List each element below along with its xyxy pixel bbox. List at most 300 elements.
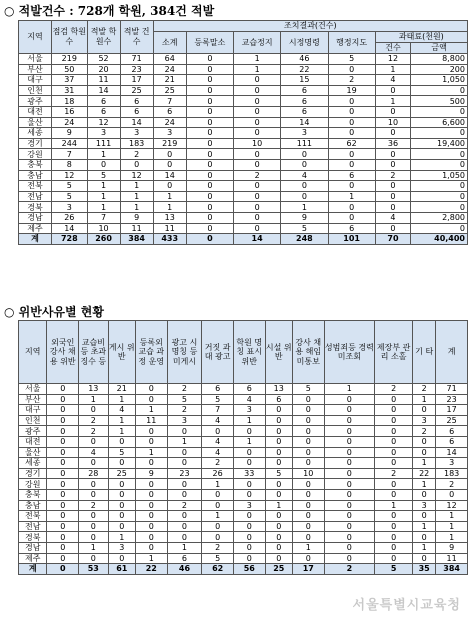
value-cell: 0 <box>411 181 468 192</box>
value-cell: 9 <box>135 468 167 479</box>
value-cell: 1 <box>153 202 186 213</box>
table-row <box>19 138 468 149</box>
value-cell: 0 <box>120 159 153 170</box>
value-cell: 0 <box>234 85 281 96</box>
value-cell: 0 <box>324 394 375 405</box>
value-cell: 1 <box>436 532 468 543</box>
value-cell: 0 <box>79 511 109 522</box>
value-cell: 1 <box>108 532 135 543</box>
value-cell: 1 <box>135 447 167 458</box>
value-cell: 0 <box>328 64 375 75</box>
value-cell: 23 <box>436 394 468 405</box>
value-cell: 2 <box>234 170 281 181</box>
value-cell: 0 <box>375 223 410 234</box>
value-cell: 9 <box>52 128 87 139</box>
total-cell: 25 <box>265 564 292 575</box>
value-cell: 0 <box>47 447 79 458</box>
value-cell: 0 <box>375 458 413 469</box>
value-cell: 0 <box>202 489 234 500</box>
value-cell: 4 <box>281 170 328 181</box>
value-cell: 5 <box>108 447 135 458</box>
value-cell: 24 <box>153 117 186 128</box>
value-cell: 0 <box>47 500 79 511</box>
value-cell: 0 <box>265 458 292 469</box>
value-cell: 0 <box>328 212 375 223</box>
value-cell: 14 <box>153 170 186 181</box>
value-cell: 0 <box>186 96 233 107</box>
table-row <box>19 553 468 564</box>
value-cell: 1,050 <box>411 170 468 181</box>
value-cell: 0 <box>108 458 135 469</box>
table-row <box>19 500 468 511</box>
value-cell: 6 <box>281 85 328 96</box>
value-cell: 2 <box>79 426 109 437</box>
value-cell: 0 <box>324 542 375 553</box>
value-cell: 1 <box>167 542 202 553</box>
total-label: 계 <box>19 234 52 245</box>
total-cell: 728 <box>52 234 87 245</box>
value-cell: 10 <box>234 138 281 149</box>
table-row <box>19 426 468 437</box>
value-cell: 23 <box>120 64 153 75</box>
region-cell: 부산 <box>19 394 47 405</box>
value-cell: 12 <box>52 170 87 181</box>
value-cell: 0 <box>233 532 265 543</box>
value-cell: 3 <box>413 500 436 511</box>
value-cell: 0 <box>47 415 79 426</box>
value-cell: 6 <box>233 384 265 395</box>
value-cell: 31 <box>52 85 87 96</box>
value-cell: 0 <box>292 500 324 511</box>
value-cell: 18 <box>52 96 87 107</box>
value-cell: 13 <box>265 384 292 395</box>
value-cell: 0 <box>292 426 324 437</box>
table-row <box>19 384 468 395</box>
table-row <box>19 458 468 469</box>
value-cell: 0 <box>234 96 281 107</box>
value-cell: 1 <box>202 479 234 490</box>
value-cell: 10 <box>87 223 120 234</box>
table-row <box>19 436 468 447</box>
value-cell: 0 <box>281 191 328 202</box>
value-cell: 2 <box>202 542 234 553</box>
value-cell: 1 <box>436 511 468 522</box>
total-cell: 46 <box>167 564 202 575</box>
value-cell: 4 <box>202 415 234 426</box>
value-cell: 0 <box>234 181 281 192</box>
value-cell: 0 <box>324 521 375 532</box>
value-cell: 36 <box>375 138 410 149</box>
value-cell: 0 <box>135 511 167 522</box>
total-cell: 248 <box>281 234 328 245</box>
value-cell: 14 <box>120 117 153 128</box>
value-cell: 25 <box>120 85 153 96</box>
value-cell: 0 <box>186 106 233 117</box>
table-row <box>19 128 468 139</box>
value-cell: 0 <box>47 468 79 479</box>
value-cell: 3 <box>120 128 153 139</box>
total-cell: 2 <box>324 564 375 575</box>
value-cell: 0 <box>135 489 167 500</box>
value-cell: 25 <box>436 415 468 426</box>
title-violation-count: ○ 적발건수 : 728개 학원, 384건 적발 <box>4 4 215 18</box>
value-cell: 0 <box>47 405 79 416</box>
value-cell: 0 <box>135 521 167 532</box>
value-cell: 1 <box>233 415 265 426</box>
value-cell: 9 <box>436 542 468 553</box>
region-cell: 울산 <box>19 117 52 128</box>
value-cell: 3 <box>153 128 186 139</box>
total-cell: 260 <box>87 234 120 245</box>
value-cell: 1 <box>153 191 186 202</box>
region-cell: 대전 <box>19 106 52 117</box>
value-cell: 0 <box>234 159 281 170</box>
value-cell: 0 <box>135 479 167 490</box>
value-cell: 0 <box>234 223 281 234</box>
value-cell: 0 <box>79 553 109 564</box>
total-cell: 56 <box>233 564 265 575</box>
value-cell: 5 <box>328 54 375 65</box>
value-cell: 16 <box>52 106 87 117</box>
value-cell: 1 <box>120 181 153 192</box>
value-cell: 7 <box>202 405 234 416</box>
value-cell: 2 <box>375 468 413 479</box>
value-cell: 64 <box>153 54 186 65</box>
value-cell: 3 <box>108 542 135 553</box>
value-cell: 1 <box>79 394 109 405</box>
value-cell: 0 <box>375 159 410 170</box>
value-cell: 0 <box>47 542 79 553</box>
region-cell: 경북 <box>19 532 47 543</box>
value-cell: 6 <box>120 96 153 107</box>
value-cell: 11 <box>120 223 153 234</box>
total-cell: 17 <box>292 564 324 575</box>
value-cell: 7 <box>87 212 120 223</box>
value-cell: 25 <box>153 85 186 96</box>
value-cell: 0 <box>265 436 292 447</box>
value-cell: 0 <box>292 458 324 469</box>
value-cell: 3 <box>233 500 265 511</box>
table-row <box>19 117 468 128</box>
value-cell: 0 <box>167 447 202 458</box>
value-cell: 0 <box>411 128 468 139</box>
value-cell: 0 <box>135 384 167 395</box>
table-row <box>19 223 468 234</box>
value-cell: 0 <box>233 521 265 532</box>
value-cell: 0 <box>186 85 233 96</box>
value-cell: 500 <box>411 96 468 107</box>
region-cell: 인천 <box>19 85 52 96</box>
value-cell: 0 <box>167 532 202 543</box>
value-cell: 9 <box>120 212 153 223</box>
value-cell: 1 <box>324 384 375 395</box>
value-cell: 6 <box>167 553 202 564</box>
value-cell: 3 <box>167 415 202 426</box>
region-cell: 대구 <box>19 405 47 416</box>
total-row <box>19 564 468 575</box>
region-cell: 경기 <box>19 468 47 479</box>
value-cell: 14 <box>281 117 328 128</box>
value-cell: 0 <box>375 447 413 458</box>
violation-reason-table <box>18 320 468 575</box>
total-cell: 101 <box>328 234 375 245</box>
value-cell: 8 <box>52 159 87 170</box>
table-row <box>19 489 468 500</box>
table-row <box>19 75 468 86</box>
value-cell: 0 <box>202 532 234 543</box>
value-cell: 0 <box>292 479 324 490</box>
value-cell: 0 <box>108 479 135 490</box>
value-cell: 0 <box>79 521 109 532</box>
value-cell: 8,800 <box>411 54 468 65</box>
value-cell: 21 <box>153 75 186 86</box>
reason-header: 외국인 강사 채용 위반 <box>47 321 79 384</box>
value-cell: 0 <box>324 532 375 543</box>
value-cell: 0 <box>234 191 281 202</box>
value-cell: 2 <box>413 384 436 395</box>
value-cell: 2 <box>436 479 468 490</box>
value-cell: 0 <box>47 458 79 469</box>
value-cell: 0 <box>411 149 468 160</box>
value-cell: 1 <box>234 54 281 65</box>
value-cell: 5 <box>292 384 324 395</box>
total-cell: 384 <box>436 564 468 575</box>
value-cell: 1 <box>87 181 120 192</box>
table-row <box>19 212 468 223</box>
value-cell: 1 <box>108 394 135 405</box>
value-cell: 0 <box>47 521 79 532</box>
value-cell: 0 <box>328 159 375 170</box>
value-cell: 1 <box>87 149 120 160</box>
value-cell: 12 <box>120 170 153 181</box>
value-cell: 2 <box>167 405 202 416</box>
value-cell: 2 <box>120 149 153 160</box>
value-cell: 1 <box>135 405 167 416</box>
value-cell: 0 <box>411 85 468 96</box>
value-cell: 13 <box>79 384 109 395</box>
value-cell: 1 <box>202 511 234 522</box>
value-cell: 19 <box>328 85 375 96</box>
value-cell: 0 <box>292 405 324 416</box>
value-cell: 0 <box>292 394 324 405</box>
value-cell: 3 <box>87 128 120 139</box>
value-cell: 0 <box>47 479 79 490</box>
value-cell: 0 <box>186 117 233 128</box>
value-cell: 0 <box>234 212 281 223</box>
value-cell: 12 <box>87 117 120 128</box>
value-cell: 0 <box>186 202 233 213</box>
value-cell: 7 <box>153 96 186 107</box>
region-cell: 인천 <box>19 415 47 426</box>
region-cell: 세종 <box>19 458 47 469</box>
value-cell: 22 <box>413 468 436 479</box>
value-cell: 0 <box>202 521 234 532</box>
value-cell: 0 <box>167 521 202 532</box>
value-cell: 0 <box>375 106 410 117</box>
value-cell: 1 <box>413 394 436 405</box>
reason-header: 게시 위반 <box>108 321 135 384</box>
value-cell: 0 <box>79 479 109 490</box>
value-cell: 111 <box>281 138 328 149</box>
value-cell: 183 <box>120 138 153 149</box>
header-guidance: 행정지도 <box>328 32 375 54</box>
value-cell: 0 <box>265 447 292 458</box>
total-cell: 0 <box>186 234 233 245</box>
value-cell: 37 <box>52 75 87 86</box>
reason-header: 광고 시 명칭 등 미게시 <box>167 321 202 384</box>
value-cell: 11 <box>436 553 468 564</box>
value-cell: 0 <box>186 191 233 202</box>
value-cell: 0 <box>375 553 413 564</box>
value-cell: 14 <box>87 85 120 96</box>
value-cell: 0 <box>167 458 202 469</box>
value-cell: 0 <box>135 500 167 511</box>
header-fine-count: 건수 <box>375 43 410 54</box>
value-cell: 0 <box>375 394 413 405</box>
total-cell: 53 <box>79 564 109 575</box>
value-cell: 0 <box>328 202 375 213</box>
value-cell: 0 <box>108 511 135 522</box>
value-cell: 24 <box>153 64 186 75</box>
value-cell: 2 <box>328 75 375 86</box>
value-cell: 20 <box>87 64 120 75</box>
value-cell: 0 <box>292 447 324 458</box>
region-cell: 제주 <box>19 553 47 564</box>
table-row <box>19 479 468 490</box>
value-cell: 0 <box>292 489 324 500</box>
value-cell: 0 <box>375 128 410 139</box>
value-cell: 0 <box>186 149 233 160</box>
header-deregistration: 등록말소 <box>186 32 233 54</box>
value-cell: 1 <box>120 191 153 202</box>
value-cell: 71 <box>436 384 468 395</box>
region-cell: 세종 <box>19 128 52 139</box>
region-cell: 서울 <box>19 384 47 395</box>
value-cell: 244 <box>52 138 87 149</box>
value-cell: 0 <box>186 128 233 139</box>
value-cell: 0 <box>324 458 375 469</box>
value-cell: 0 <box>186 212 233 223</box>
value-cell: 0 <box>167 426 202 437</box>
value-cell: 0 <box>108 489 135 500</box>
title-violation-reasons: ○ 위반사유별 현황 <box>4 305 104 319</box>
value-cell: 0 <box>324 511 375 522</box>
table-row <box>19 532 468 543</box>
value-cell: 0 <box>186 64 233 75</box>
table-row <box>19 542 468 553</box>
value-cell: 0 <box>375 149 410 160</box>
region-cell: 충남 <box>19 500 47 511</box>
value-cell: 6 <box>265 394 292 405</box>
header-subtotal: 소계 <box>153 32 186 54</box>
value-cell: 1 <box>135 553 167 564</box>
value-cell: 0 <box>233 553 265 564</box>
value-cell: 0 <box>324 468 375 479</box>
value-cell: 0 <box>375 436 413 447</box>
value-cell: 0 <box>47 511 79 522</box>
reason-header: 시설 위반 <box>265 321 292 384</box>
table-row <box>19 64 468 75</box>
value-cell: 3 <box>413 415 436 426</box>
value-cell: 2,800 <box>411 212 468 223</box>
value-cell: 0 <box>186 170 233 181</box>
value-cell: 1 <box>108 426 135 437</box>
value-cell: 0 <box>292 532 324 543</box>
value-cell: 0 <box>234 202 281 213</box>
value-cell: 0 <box>324 405 375 416</box>
value-cell: 0 <box>265 405 292 416</box>
table-row <box>19 511 468 522</box>
value-cell: 6 <box>281 106 328 117</box>
value-cell: 183 <box>436 468 468 479</box>
value-cell: 0 <box>328 106 375 117</box>
value-cell: 0 <box>186 223 233 234</box>
value-cell: 0 <box>324 415 375 426</box>
value-cell: 111 <box>87 138 120 149</box>
value-cell: 0 <box>411 106 468 117</box>
value-cell: 1 <box>265 500 292 511</box>
value-cell: 71 <box>120 54 153 65</box>
value-cell: 0 <box>135 542 167 553</box>
value-cell: 0 <box>375 521 413 532</box>
value-cell: 0 <box>202 426 234 437</box>
value-cell: 10 <box>292 468 324 479</box>
value-cell: 0 <box>413 553 436 564</box>
header-fine: 과태료(천원) <box>375 32 467 43</box>
value-cell: 0 <box>234 75 281 86</box>
value-cell: 1 <box>120 202 153 213</box>
value-cell: 5 <box>52 181 87 192</box>
total-row <box>19 234 468 245</box>
value-cell: 0 <box>47 489 79 500</box>
value-cell: 0 <box>79 405 109 416</box>
value-cell: 0 <box>413 489 436 500</box>
value-cell: 19,400 <box>411 138 468 149</box>
value-cell: 1 <box>281 202 328 213</box>
region-cell: 충남 <box>19 170 52 181</box>
table-row <box>19 149 468 160</box>
value-cell: 0 <box>328 96 375 107</box>
table-row <box>19 468 468 479</box>
total-cell: 40,400 <box>411 234 468 245</box>
value-cell: 62 <box>328 138 375 149</box>
total-cell: 61 <box>108 564 135 575</box>
header-region: 지역 <box>19 21 52 54</box>
value-cell: 3 <box>233 405 265 416</box>
table-row <box>19 405 468 416</box>
region-cell: 제주 <box>19 223 52 234</box>
value-cell: 11 <box>153 223 186 234</box>
value-cell: 3 <box>436 458 468 469</box>
reason-header: 제장부 관리 소홀 <box>375 321 413 384</box>
value-cell: 0 <box>153 181 186 192</box>
value-cell: 0 <box>233 458 265 469</box>
value-cell: 0 <box>186 181 233 192</box>
value-cell: 0 <box>375 85 410 96</box>
value-cell: 11 <box>87 75 120 86</box>
value-cell: 0 <box>375 532 413 543</box>
value-cell: 0 <box>324 426 375 437</box>
value-cell: 0 <box>108 500 135 511</box>
value-cell: 1 <box>375 64 410 75</box>
table-row <box>19 96 468 107</box>
total-cell: 0 <box>47 564 79 575</box>
value-cell: 0 <box>79 458 109 469</box>
value-cell: 4 <box>375 212 410 223</box>
value-cell: 0 <box>108 521 135 532</box>
value-cell: 10 <box>375 117 410 128</box>
region-cell: 광주 <box>19 96 52 107</box>
